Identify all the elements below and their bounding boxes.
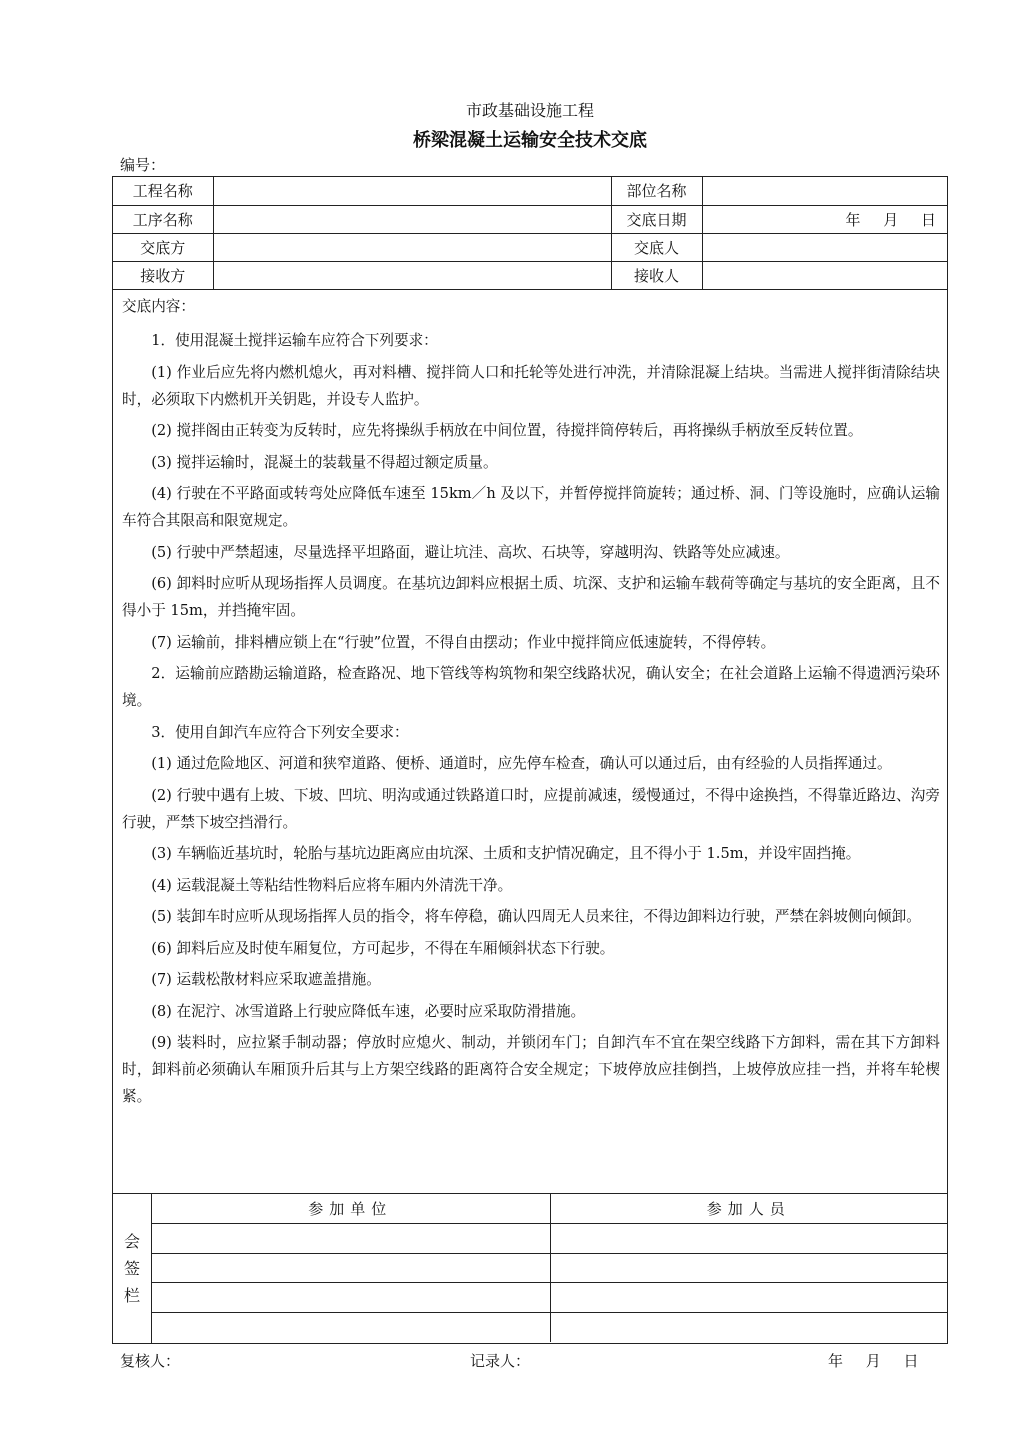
briefing-party-field[interactable] <box>213 233 611 261</box>
participating-unit-field[interactable] <box>151 1312 550 1342</box>
content-paragraph: (9) 装料时，应拉紧手制动器；停放时应熄火、制动，并锁闭车门；自卸汽车不宜在架空线路下方卸料，需在其下方卸料时，卸料前必须确认车厢顶升后其与上方架空线路的距离符合安全规定；下坡停放应挂倒挡，上坡停放应挂一挡，并将车轮楔紧。 <box>122 1034 940 1105</box>
receiving-person-field[interactable] <box>702 261 947 289</box>
signoff-table <box>151 1194 947 1342</box>
participating-unit-field[interactable] <box>151 1253 550 1283</box>
info-table <box>113 177 947 290</box>
participating-people-field[interactable] <box>550 1283 947 1313</box>
recorder-label: 记录人： <box>470 1352 531 1370</box>
participating-unit-field[interactable] <box>151 1224 550 1254</box>
reviewer-label: 复核人： <box>120 1352 181 1370</box>
content-paragraph: (1) 通过危险地区、河道和狭窄道路、便桥、通道时，应先停车检查，确认可以通过后，由有经验的人员指挥通过。 <box>151 755 892 772</box>
briefing-content <box>113 291 947 1194</box>
receiving-party-label: 接收方 <box>113 261 213 289</box>
info-row-briefer <box>113 233 947 261</box>
signoff-label <box>113 1194 152 1343</box>
signoff-header-row <box>151 1194 947 1224</box>
section-name-label: 部位名称 <box>611 177 702 205</box>
briefing-date-label: 交底日期 <box>611 205 702 233</box>
content-paragraph: (5) 行驶中严禁超速，尽量选择平坦路面，避让坑洼、高坎、石块等，穿越明沟、铁路等处应减速。 <box>151 543 790 561</box>
document-title: 桥梁混凝土运输安全技术交底 <box>413 130 647 151</box>
content-paragraph: (4) 运载混凝土等粘结性物料后应将车厢内外清洗干净。 <box>151 876 513 894</box>
receiving-party-field[interactable] <box>213 261 611 289</box>
process-name-field[interactable] <box>213 205 611 233</box>
content-paragraph: (6) 卸料时应听从现场指挥人员调度。在基坑边卸料应根据土质、坑深、支护和运输车载荷等确定与基坑的安全距离，且不得小于 15m，并挡掩牢固。 <box>122 575 940 619</box>
content-paragraph: (7) 运输前，排料槽应锁上在“行驶”位置，不得自由摆动；作业中搅拌筒应低速旋转，不得停转。 <box>151 633 776 651</box>
signoff-row <box>151 1224 947 1254</box>
content-paragraphs <box>122 327 940 1115</box>
content-paragraph: (2) 搅拌阁由正转变为反转时，应先将操纵手柄放在中间位置，待搅拌筒停转后，再将操纵手柄放至反转位置。 <box>151 422 863 439</box>
participating-unit-header: 参加单位 <box>151 1194 550 1224</box>
participating-unit-field[interactable] <box>151 1283 550 1313</box>
content-paragraph: (7) 运载松散材料应采取遮盖措施。 <box>151 971 381 988</box>
process-name-label: 工序名称 <box>113 205 213 233</box>
briefing-person-field[interactable] <box>702 233 947 261</box>
signoff-label-char: 会 <box>123 1232 140 1251</box>
signoff-row <box>151 1253 947 1283</box>
signoff-label-char: 签 <box>123 1259 140 1278</box>
content-paragraph: (8) 在泥泞、冰雪道路上行驶应降低车速，必要时应采取防滑措施。 <box>151 1002 586 1020</box>
footer <box>120 1350 920 1374</box>
participating-people-field[interactable] <box>550 1312 947 1342</box>
signoff-section <box>113 1194 947 1343</box>
footer-date: 年 月 日 <box>828 1352 920 1370</box>
participating-people-field[interactable] <box>550 1224 947 1254</box>
code-label: 编号： <box>120 156 166 174</box>
project-name-label: 工程名称 <box>113 177 213 205</box>
content-paragraph: (6) 卸料后应及时使车厢复位，方可起步，不得在车厢倾斜状态下行驶。 <box>151 939 615 957</box>
content-paragraph: 3．使用自卸汽车应符合下列安全要求： <box>151 723 409 741</box>
form-frame <box>112 176 948 1344</box>
signoff-label-char: 栏 <box>123 1286 140 1305</box>
info-row-receiver <box>113 261 947 289</box>
participating-people-header: 参加人员 <box>550 1194 947 1224</box>
participating-people-field[interactable] <box>550 1253 947 1283</box>
signoff-row <box>151 1312 947 1342</box>
briefing-person-label: 交底人 <box>611 233 702 261</box>
content-paragraph: (3) 搅拌运输时，混凝土的装载量不得超过额定质量。 <box>151 453 498 471</box>
info-row-project <box>113 177 947 205</box>
content-label: 交底内容： <box>122 298 195 315</box>
content-paragraph: 2．运输前应踏勘运输道路，检查路况、地下管线等构筑物和架空线路状况，确认安全；在社会道路上运输不得遗洒污染环境。 <box>122 665 940 709</box>
content-paragraph: 1．使用混凝土搅拌运输车应符合下列要求： <box>151 332 438 349</box>
content-paragraph: (5) 装卸车时应听从现场指挥人员的指令，将车停稳，确认四周无人员来往，不得边卸料边行驶，严禁在斜坡侧向倾卸。 <box>151 908 921 925</box>
project-name-field[interactable] <box>213 177 611 205</box>
content-paragraph: (3) 车辆临近基坑时，轮胎与基坑边距离应由坑深、土质和支护情况确定，且不得小于 1.5m，并设牢固挡掩。 <box>151 845 861 862</box>
briefing-date-field[interactable]: 年 月 日 <box>702 205 947 233</box>
signoff-row <box>151 1283 947 1313</box>
content-paragraph: (2) 行驶中遇有上坡、下坡、凹坑、明沟或通过铁路道口时，应提前减速，缓慢通过，不得中途换挡，不得靠近路边、沟旁行驶，严禁下坡空挡滑行。 <box>122 786 940 831</box>
content-paragraph: (1) 作业后应先将内燃机熄火，再对料槽、搅拌筒人口和托轮等处进行冲洗，并清除混凝上结块。当需进人搅拌街清除结块时，必须取下内燃机开关钥匙，并设专人监护。 <box>122 363 940 408</box>
info-row-process <box>113 205 947 233</box>
section-name-field[interactable] <box>702 177 947 205</box>
briefing-party-label: 交底方 <box>113 233 213 261</box>
receiving-person-label: 接收人 <box>611 261 702 289</box>
document-subtitle: 市政基础设施工程 <box>465 101 594 120</box>
content-paragraph: (4) 行驶在不平路面或转弯处应降低车速至 15km／h 及以下，并暂停搅拌筒旋转；通过桥、洞、门等设施时，应确认运输车符合其限高和限宽规定。 <box>122 485 940 529</box>
